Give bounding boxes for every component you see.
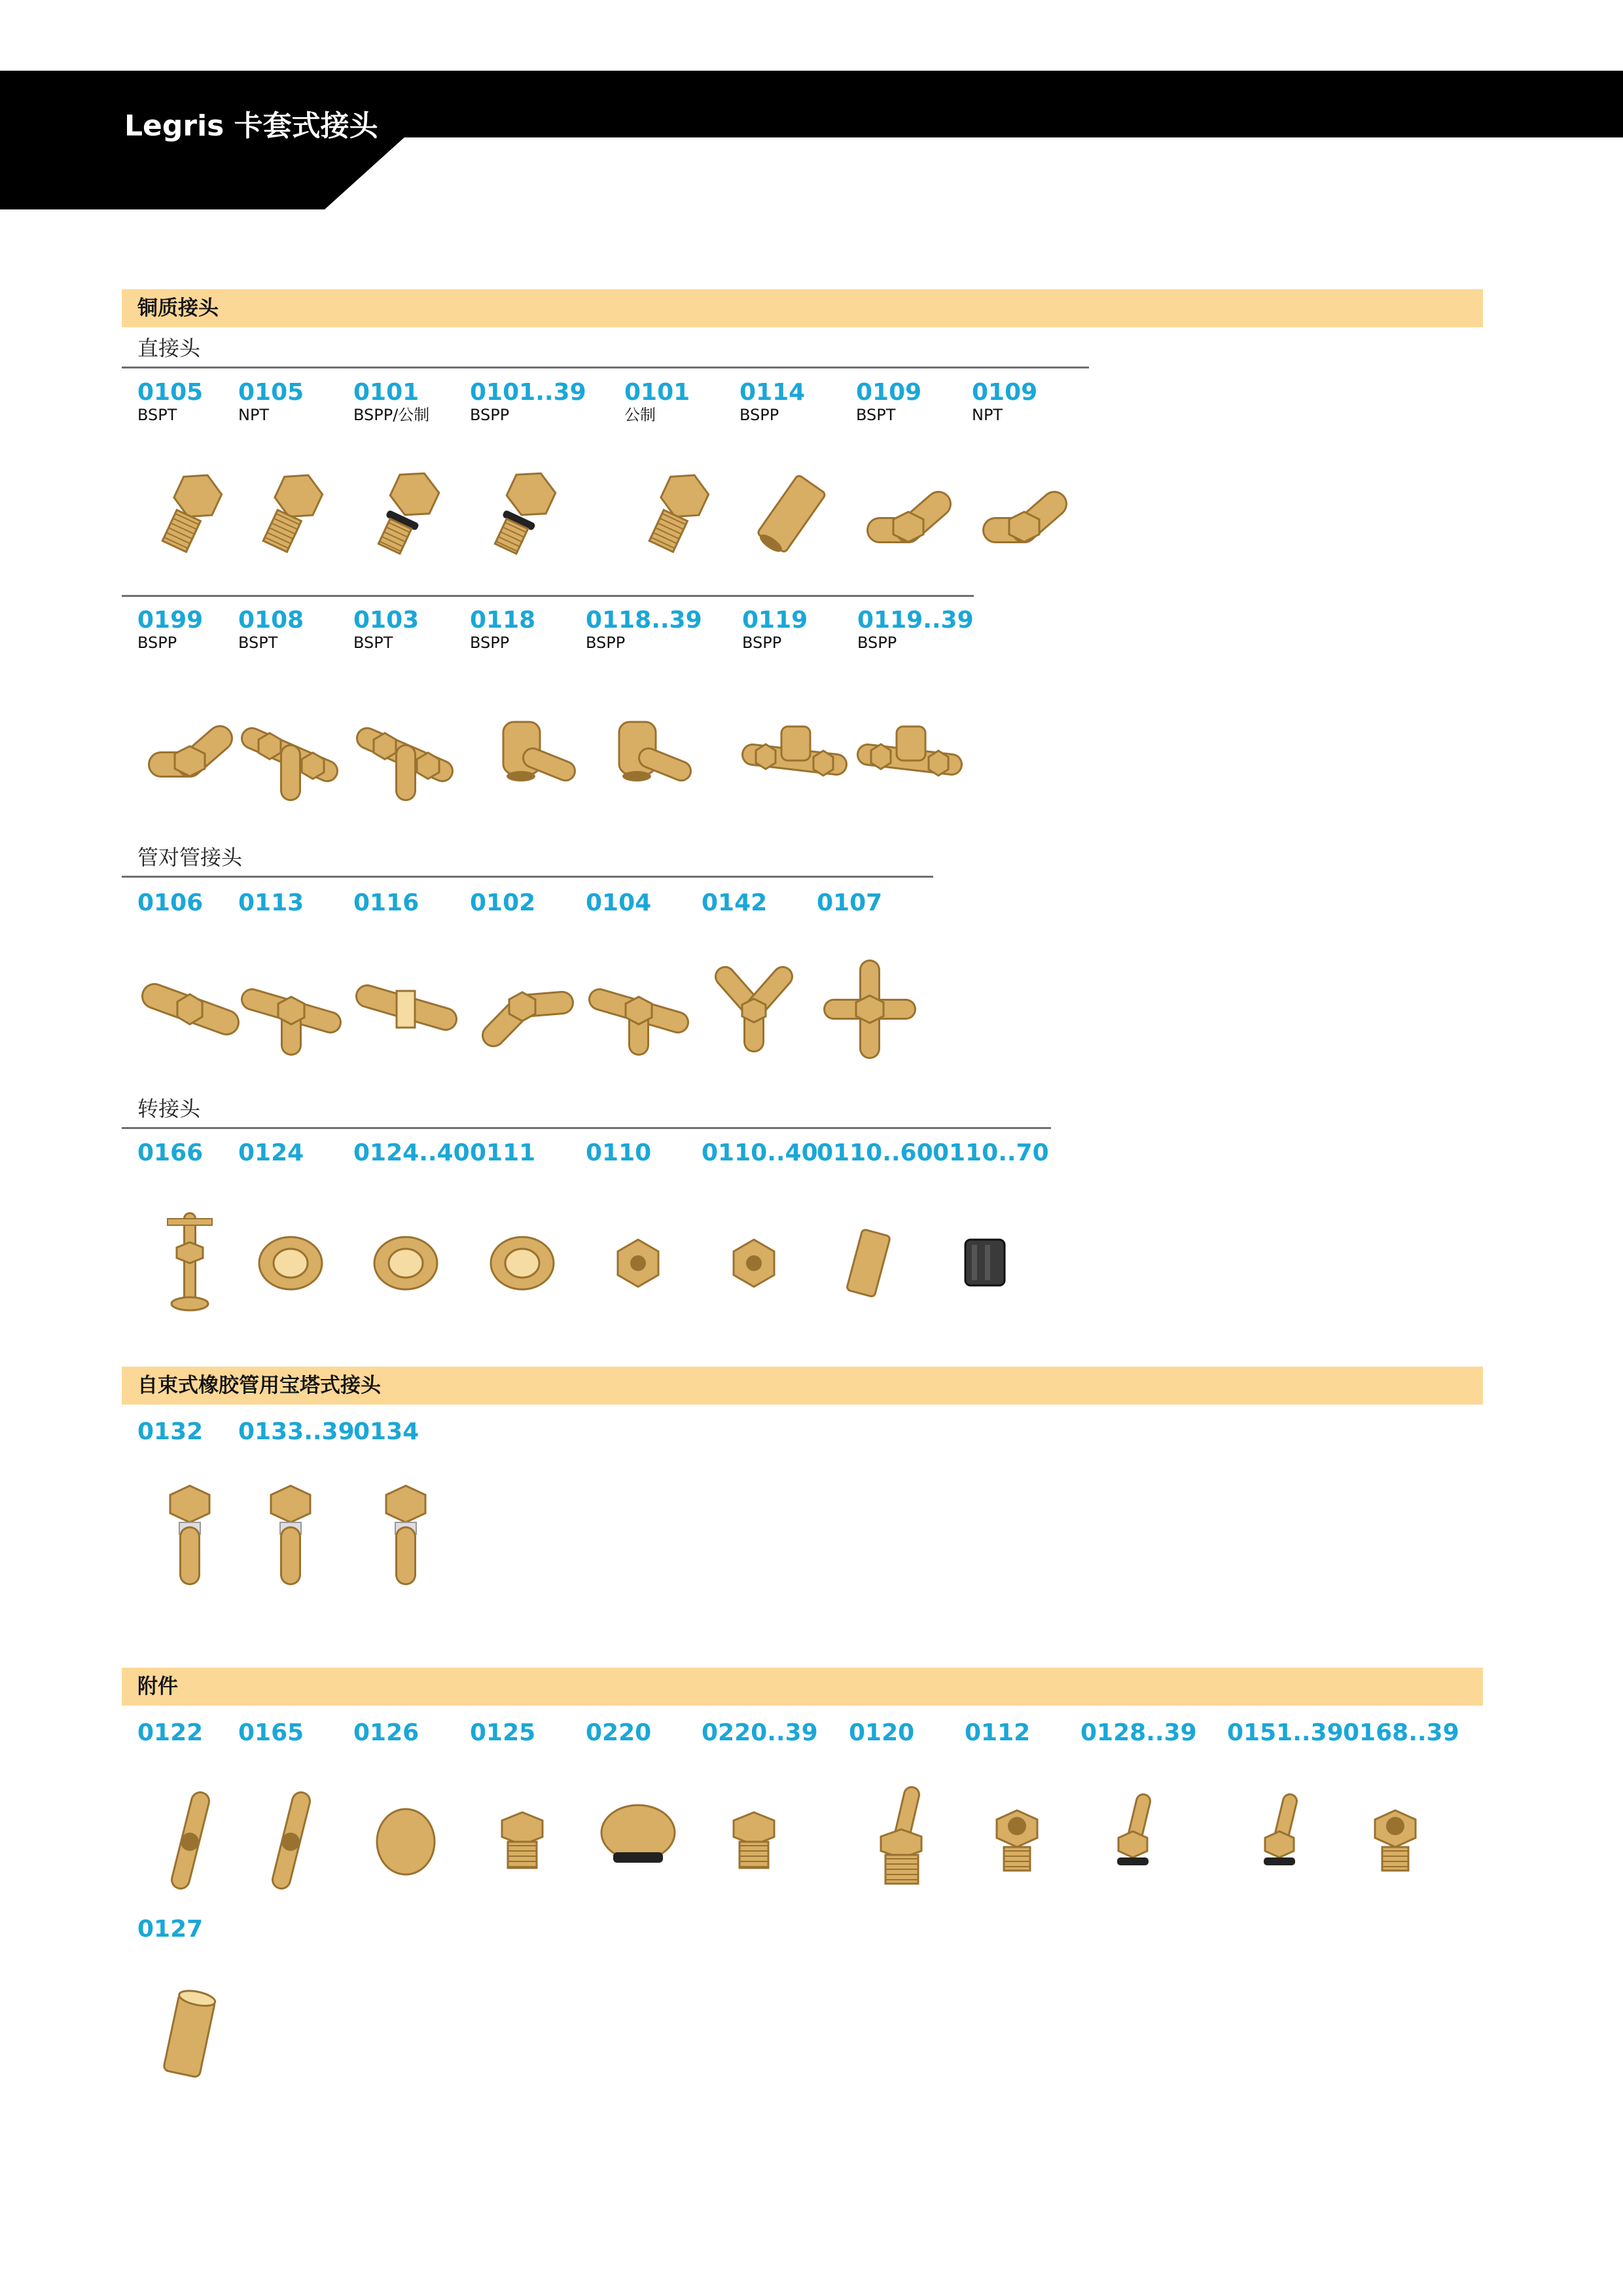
elbow-fitting-icon <box>969 458 1079 568</box>
product-code: 0114 <box>740 379 806 406</box>
hose-barb-fitting-icon <box>351 1478 461 1588</box>
product-code: 0109 <box>856 379 922 406</box>
product-code: 0124..40 <box>353 1139 470 1166</box>
product-code: 0220..39 <box>702 1719 818 1746</box>
nipple-fitting-icon <box>1078 1782 1188 1892</box>
section-band-accessories <box>122 1668 1483 1706</box>
product-code: 0112 <box>965 1719 1031 1746</box>
thread-type: BSPP <box>470 634 510 652</box>
thread-type: BSPT <box>238 634 278 652</box>
page-title: Legris 卡套式接头 <box>124 109 378 143</box>
thread-type: BSPT <box>137 406 177 424</box>
tee-fitting-icon <box>351 692 461 802</box>
thread-type: NPT <box>238 406 270 424</box>
product-code: 0125 <box>470 1719 536 1746</box>
union-tee-icon <box>236 950 346 1060</box>
product-code: 0118 <box>470 607 536 634</box>
product-code: 0110..60 <box>817 1139 933 1166</box>
long-nut-icon <box>814 1206 924 1316</box>
tube-insert-icon <box>135 1782 245 1892</box>
product-code: 0132 <box>137 1418 204 1445</box>
hex-plug-icon <box>467 1782 577 1892</box>
male-straight-fitting-icon <box>236 458 346 568</box>
product-code: 0166 <box>137 1139 204 1166</box>
olive-ring-icon <box>467 1206 577 1316</box>
product-code: 0106 <box>137 889 204 916</box>
divider <box>122 595 974 597</box>
straight-union-icon <box>135 950 245 1060</box>
banjo-fitting-icon <box>583 692 693 802</box>
hose-barb-fitting-icon <box>135 1478 245 1588</box>
blanking-plug-icon <box>351 1782 461 1892</box>
male-straight-fitting-icon <box>622 458 732 568</box>
product-code: 0151..39 <box>1227 1719 1344 1746</box>
product-code: 0128..39 <box>1080 1719 1197 1746</box>
product-code: 0104 <box>586 889 652 916</box>
product-code: 0142 <box>702 889 768 916</box>
thread-type: BSPP <box>137 634 177 652</box>
thread-type: BSPP <box>586 634 626 652</box>
hex-plug-icon <box>699 1782 809 1892</box>
banjo-fitting-icon <box>467 692 577 802</box>
divider <box>122 1127 1051 1129</box>
product-code: 0119 <box>742 607 808 634</box>
thread-type: 公制 <box>624 406 656 424</box>
olive-ring-icon <box>236 1206 346 1316</box>
product-code: 0110..70 <box>933 1139 1049 1166</box>
product-code: 0126 <box>353 1719 419 1746</box>
product-code: 0105 <box>137 379 204 406</box>
section-title: 自束式橡胶管用宝塔式接头 <box>137 1374 381 1397</box>
thread-type: NPT <box>972 406 1003 424</box>
product-code: 0107 <box>817 889 883 916</box>
product-code: 0103 <box>353 607 419 634</box>
divider <box>122 876 933 878</box>
male-straight-fitting-icon <box>135 458 245 568</box>
header-tab <box>0 136 406 209</box>
product-code: 0101 <box>624 379 690 406</box>
male-fitting-with-seal-icon <box>351 458 461 568</box>
product-code: 0110 <box>586 1139 652 1166</box>
thread-type: BSPT <box>353 634 393 652</box>
product-code: 0101 <box>353 379 419 406</box>
female-straight-fitting-icon <box>737 458 847 568</box>
product-code: 0120 <box>849 1719 915 1746</box>
nipple-fitting-icon <box>1224 1782 1334 1892</box>
knurled-nut-icon <box>930 1206 1040 1316</box>
thread-type: BSPP <box>742 634 782 652</box>
product-code: 0109 <box>972 379 1038 406</box>
product-code: 0101..39 <box>470 379 586 406</box>
product-code: 0102 <box>470 889 536 916</box>
section-band-brass <box>122 289 1483 327</box>
thread-type: BSPT <box>856 406 896 424</box>
product-code: 0110..40 <box>702 1139 818 1166</box>
subsection-title-adapters: 转接头 <box>137 1096 201 1121</box>
tube-insert-icon <box>236 1782 346 1892</box>
product-code: 0127 <box>137 1916 204 1943</box>
product-code: 0111 <box>470 1139 536 1166</box>
product-code: 0116 <box>353 889 419 916</box>
subsection-title-straight: 直接头 <box>137 336 201 361</box>
product-code: 0118..39 <box>586 607 702 634</box>
hose-barb-fitting-icon <box>236 1478 346 1588</box>
olive-ring-icon <box>351 1206 461 1316</box>
section-band-hose <box>122 1367 1483 1405</box>
product-code: 0133..39 <box>238 1418 355 1445</box>
union-cross-icon <box>814 950 924 1060</box>
union-y-icon <box>699 950 809 1060</box>
divider <box>122 367 1089 368</box>
thread-type: BSPP <box>740 406 779 424</box>
product-code: 0113 <box>238 889 304 916</box>
elbow-fitting-icon <box>853 458 963 568</box>
hose-tail-icon <box>846 1782 956 1892</box>
product-code: 0105 <box>238 379 304 406</box>
hex-nut-icon <box>583 1206 693 1316</box>
thread-type: BSPP/公制 <box>353 406 430 424</box>
product-code: 0122 <box>137 1719 204 1746</box>
subsection-title-tube-to-tube: 管对管接头 <box>137 845 243 870</box>
product-code: 0220 <box>586 1719 652 1746</box>
thread-type: BSPP <box>857 634 897 652</box>
union-elbow-icon <box>467 950 577 1060</box>
section-title: 铜质接头 <box>137 296 219 320</box>
tee-fitting-icon <box>236 692 346 802</box>
double-banjo-fitting-icon <box>740 692 849 802</box>
product-code: 0108 <box>238 607 304 634</box>
product-code: 0119..39 <box>857 607 974 634</box>
sealed-plug-icon <box>583 1782 693 1892</box>
product-code: 0124 <box>238 1139 304 1166</box>
adapter-assembly-icon <box>135 1206 245 1316</box>
reducer-fitting-icon <box>962 1782 1072 1892</box>
sleeve-tube-icon <box>135 1978 245 2088</box>
double-banjo-fitting-icon <box>855 692 965 802</box>
thread-type: BSPP <box>470 406 510 424</box>
hex-nut-icon <box>699 1206 809 1316</box>
bulkhead-union-icon <box>351 950 461 1060</box>
product-code: 0165 <box>238 1719 304 1746</box>
section-title: 附件 <box>137 1675 178 1698</box>
product-code: 0199 <box>137 607 204 634</box>
reducer-fitting-icon <box>1340 1782 1450 1892</box>
male-fitting-with-seal-icon <box>467 458 577 568</box>
elbow-fitting-icon <box>135 692 245 802</box>
product-code: 0168..39 <box>1343 1719 1459 1746</box>
product-code: 0134 <box>353 1418 419 1445</box>
union-tee-icon <box>583 950 693 1060</box>
